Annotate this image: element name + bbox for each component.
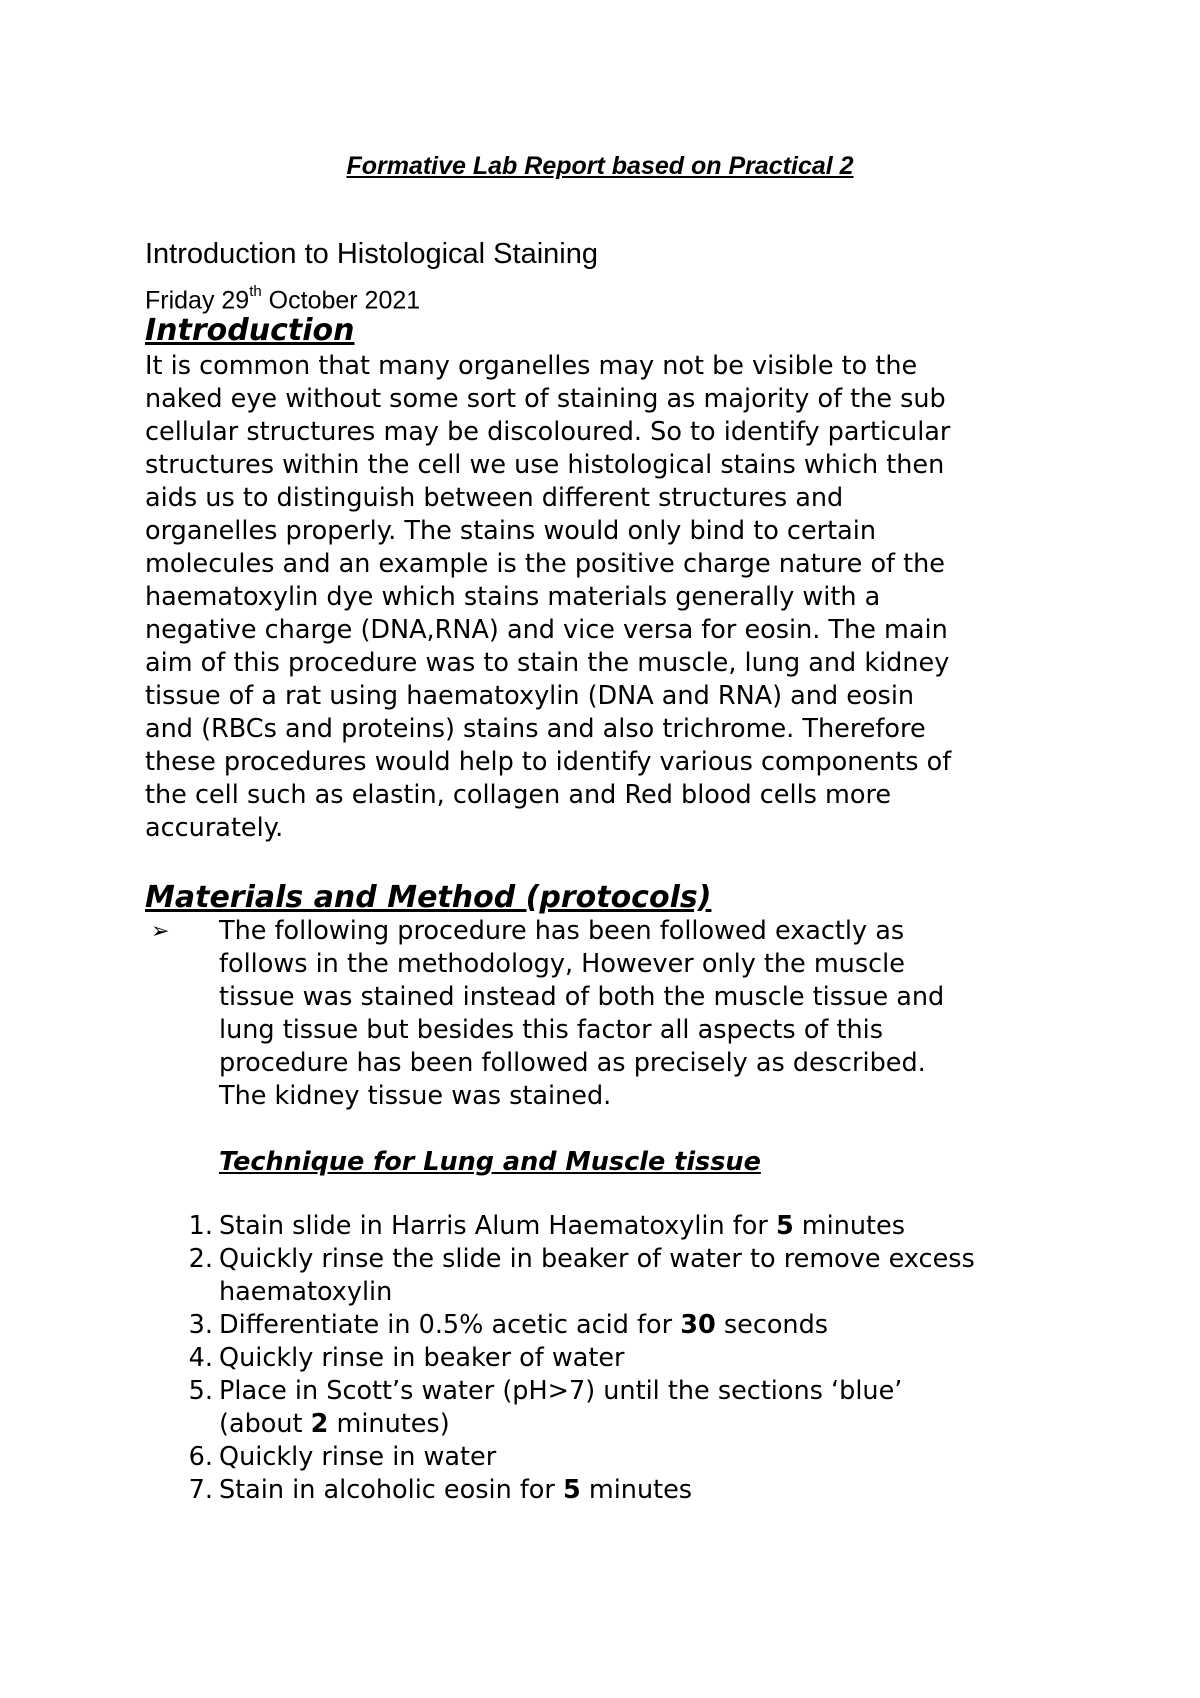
paragraph-line: molecules and an example is the positive charge nature of the bbox=[145, 549, 945, 579]
step-text: Stain slide in Harris Alum Haematoxylin for 5 minutes bbox=[219, 1211, 906, 1241]
document-title: Formative Lab Report based on Practical 2 bbox=[346, 152, 854, 180]
step-text: Quickly rinse in beaker of water bbox=[219, 1343, 625, 1373]
introduction-heading: Introduction bbox=[145, 313, 355, 348]
bullet-line: tissue was stained instead of both the muscle tissue and bbox=[219, 982, 945, 1012]
report-date bbox=[145, 279, 420, 316]
date-ordinal: th bbox=[249, 283, 262, 300]
paragraph-line: haematoxylin dye which stains materials generally with a bbox=[145, 582, 881, 612]
arrow-bullet-icon: ➢ bbox=[151, 919, 170, 944]
paragraph-line: these procedures would help to identify various components of bbox=[145, 747, 952, 777]
step-item bbox=[145, 1243, 1105, 1309]
paragraph-line: aids us to distinguish between different structures and bbox=[145, 483, 844, 513]
paragraph-line: negative charge (DNA,RNA) and vice versa for eosin. The main bbox=[145, 615, 948, 645]
step-item bbox=[145, 1210, 1105, 1243]
paragraph-line: naked eye without some sort of staining as majority of the sub bbox=[145, 384, 946, 414]
step-text: Quickly rinse in water bbox=[219, 1442, 497, 1472]
step-number: 7. bbox=[188, 1475, 213, 1505]
paragraph-line: accurately. bbox=[145, 813, 284, 843]
paragraph-line: tissue of a rat using haematoxylin (DNA and RNA) and eosin bbox=[145, 681, 915, 711]
step-number: 1. bbox=[188, 1211, 213, 1241]
paragraph-line: the cell such as elastin, collagen and Red blood cells more bbox=[145, 780, 892, 810]
paragraph-line: organelles properly. The stains would only bind to certain bbox=[145, 516, 876, 546]
introduction-paragraph bbox=[145, 350, 1065, 845]
step-number: 3. bbox=[188, 1310, 213, 1340]
paragraph-line: cellular structures may be discoloured. So to identify particular bbox=[145, 417, 951, 447]
step-item bbox=[145, 1342, 1105, 1375]
bullet-line: The kidney tissue was stained. bbox=[219, 1081, 612, 1111]
step-item bbox=[145, 1309, 1105, 1342]
step-item bbox=[145, 1375, 1105, 1441]
paragraph-line: and (RBCs and proteins) stains and also trichrome. Therefore bbox=[145, 714, 926, 744]
step-number: 4. bbox=[188, 1343, 213, 1373]
step-text: Differentiate in 0.5% acetic acid for 30 seconds bbox=[219, 1310, 829, 1340]
step-number: 6. bbox=[188, 1442, 213, 1472]
step-number: 2. bbox=[188, 1244, 213, 1274]
paragraph-line: It is common that many organelles may not be visible to the bbox=[145, 351, 918, 381]
steps-list bbox=[145, 1210, 1105, 1507]
step-item bbox=[145, 1474, 1105, 1507]
bullet-line: procedure has been followed as precisely as described. bbox=[219, 1048, 926, 1078]
technique-heading: Technique for Lung and Muscle tissue bbox=[219, 1147, 761, 1177]
bullet-line: The following procedure has been followed exactly as bbox=[219, 916, 905, 946]
bullet-line: lung tissue but besides this factor all aspects of this bbox=[219, 1015, 884, 1045]
step-text: Stain in alcoholic eosin for 5 minutes bbox=[219, 1475, 693, 1505]
bullet-line: follows in the methodology, However only the muscle bbox=[219, 949, 905, 979]
step-text: Place in Scott’s water (pH>7) until the sections ‘blue’ bbox=[219, 1376, 903, 1406]
step-number: 5. bbox=[188, 1376, 213, 1406]
step-text: Quickly rinse the slide in beaker of water to remove excess bbox=[219, 1244, 975, 1274]
practical-subtitle: Introduction to Histological Staining bbox=[145, 238, 598, 270]
step-item bbox=[145, 1441, 1105, 1474]
paragraph-line: aim of this procedure was to stain the muscle, lung and kidney bbox=[145, 648, 950, 678]
step-text-continued: (about 2 minutes) bbox=[219, 1409, 450, 1439]
date-prefix: Friday 29 bbox=[145, 286, 250, 315]
date-suffix: October 2021 bbox=[261, 286, 421, 315]
bullet-text bbox=[219, 915, 944, 1113]
paragraph-line: structures within the cell we use histological stains which then bbox=[145, 450, 945, 480]
step-text-continued: haematoxylin bbox=[219, 1277, 393, 1307]
materials-heading: Materials and Method (protocols) bbox=[145, 880, 712, 915]
